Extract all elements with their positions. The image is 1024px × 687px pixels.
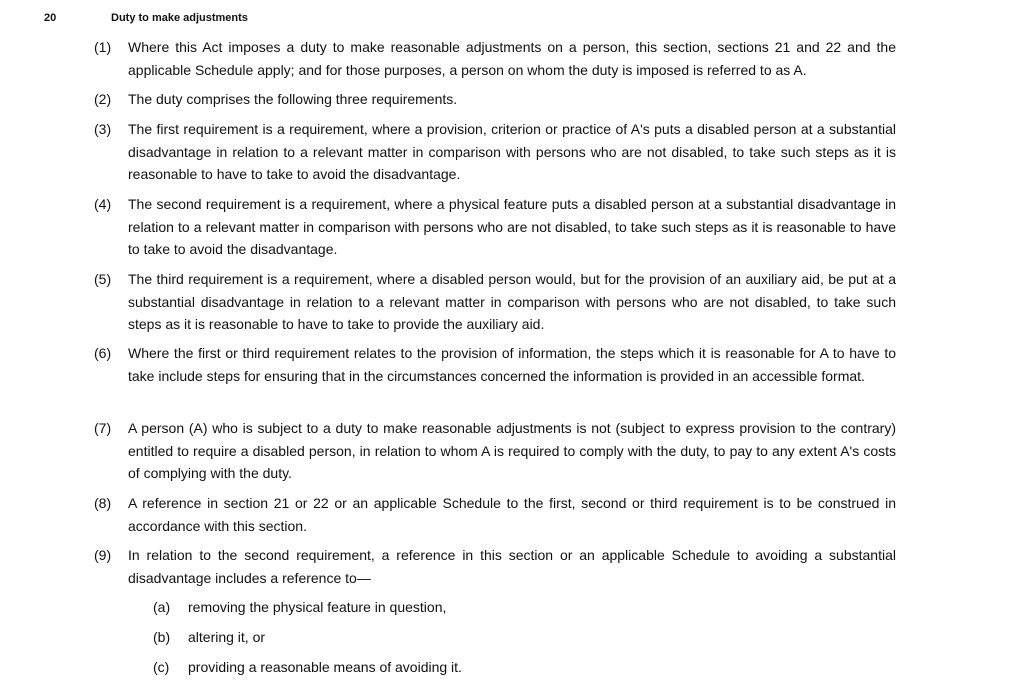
subparagraph-letter: (a) [153, 599, 171, 615]
paragraph-number: (6) [94, 345, 112, 361]
paragraph-number: (9) [94, 547, 112, 563]
subparagraph-text: removing the physical feature in question, [188, 599, 447, 615]
paragraph-text: Where this Act imposes a duty to make reasonable adjustments on a person, this section, sections 21 and 22 and the applicable Schedule apply; and for those purposes, a person on whom the duty is imposed is referred to as A. [128, 39, 896, 78]
subparagraph-letter: (c) [153, 659, 170, 675]
section-number: 20 [44, 12, 57, 24]
paragraph-text: The duty comprises the following three requirements. [128, 91, 458, 107]
paragraph-text: Where the first or third requirement relates to the provision of information, the steps which it is reasonable for A to have to take include steps for ensuring that in the circumstances concerned the information is provided in an accessible format. [128, 345, 896, 384]
paragraph-number: (7) [94, 420, 112, 436]
paragraph-number: (5) [94, 271, 112, 287]
paragraph-text: A reference in section 21 or 22 or an applicable Schedule to the first, second or third requirement is to be construed in accordance with this section. [128, 495, 896, 534]
paragraph-text: In relation to the second requirement, a reference in this section or an applicable Schedule to avoiding a substantial disadvantage includes a reference to— [128, 547, 896, 586]
paragraph-number: (2) [94, 91, 112, 107]
paragraph-number: (3) [94, 121, 112, 137]
section-title: Duty to make adjustments [111, 12, 248, 24]
paragraph-number: (1) [94, 39, 112, 55]
paragraph-text: The third requirement is a requirement, where a disabled person would, but for the provision of an auxiliary aid, be put at a substantial disadvantage in relation to a relevant matter in comparison with persons who are not disabled, to take such steps as it is reasonable to have to take to provide the auxiliary aid. [128, 271, 896, 332]
subparagraph-text: providing a reasonable means of avoiding it. [188, 659, 462, 675]
paragraph-number: (8) [94, 495, 112, 511]
paragraph-text: A person (A) who is subject to a duty to make reasonable adjustments is not (subject to express provision to the contrary) entitled to require a disabled person, in relation to whom A is required to comply with the duty, to pay to any extent A's costs of complying with the duty. [128, 420, 896, 481]
paragraph-text: The first requirement is a requirement, where a provision, criterion or practice of A's puts a disabled person at a substantial disadvantage in relation to a relevant matter in comparison with persons who are not disabled, to take such steps as it is reasonable to have to take to avoid the disadvantage. [128, 121, 896, 182]
paragraph-number: (4) [94, 196, 112, 212]
subparagraph-letter: (b) [153, 629, 171, 645]
subparagraph-text: altering it, or [188, 629, 266, 645]
paragraph-text: The second requirement is a requirement, where a physical feature puts a disabled person at a substantial disadvantage in relation to a relevant matter in comparison with persons who are not disabled, to take such steps as it is reasonable to have to take to avoid the disadvantage. [128, 196, 896, 257]
